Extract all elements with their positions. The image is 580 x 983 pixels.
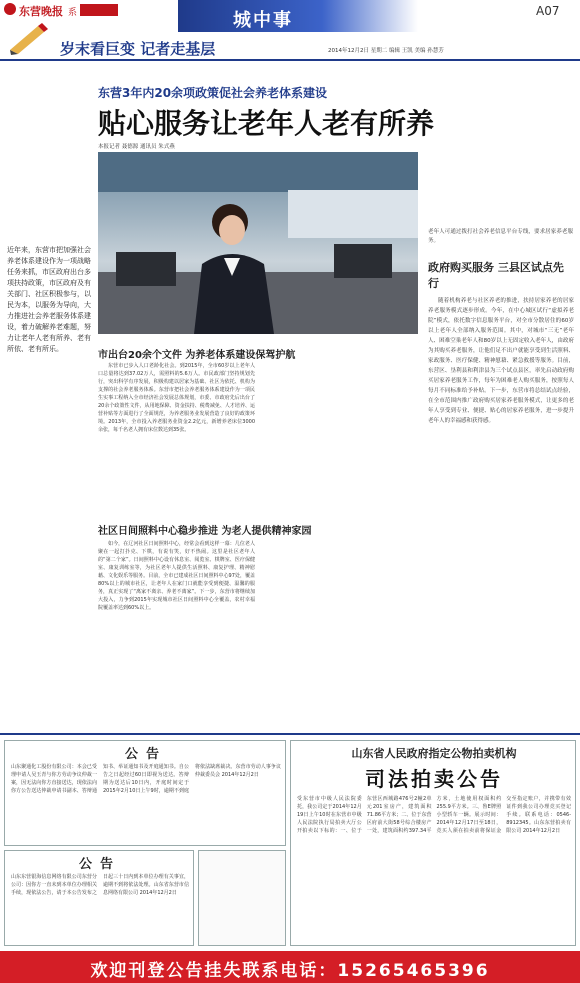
auction-box xyxy=(290,740,576,946)
brand-sub-box xyxy=(80,4,118,16)
footer-banner xyxy=(0,951,580,983)
notice1-body: 山东聚通化工股份有限公司：本会已受理申请人吴玉青与你方劳动争议仲裁一案，因无法向你方直接送达，现依法向你方公告送达仲裁申请书副本、答辩通知书、举证通知书及开庭通知书。自公告之日起经过60日即视为送达。答辩期为送达后10日内，开庭时间定于2015年2月10日上午9时，逾期不到庭将依法缺席裁决。东营市劳动人事争议仲裁委员会 2014年12月2日 xyxy=(11,764,281,794)
section2-title: 社区日间照料中心稳步推进 为老人提供精神家园 xyxy=(98,526,312,537)
notice2-body: 山东东营银海信息网络有限公司东营分公司：因你方一直未到本单位办理相关手续，现依法公告，请于本公告发布之日起三十日内到本单位办理有关事宜，逾期不到将依法处理。山东省东营市信息网络有限公司 2014年12月2日 xyxy=(11,874,189,896)
masthead xyxy=(0,0,580,62)
auction-title: 司法拍卖公告 xyxy=(365,767,503,791)
footer-banner-text: 欢迎刊登公告挂失联系电话：15265465396 xyxy=(90,961,490,981)
section2-paragraph: 如今，在辽河社区日间照料中心，经常会看到这样一幕：几位老人聚在一起打扑克、下棋，有说有笑，好不热闹。这里是社区老年人的“第二个家”。日间照料中心设有休息室、阅览室、棋牌室、医疗保健室、康复训练室等，为社区老年人提供生活照料、康复护理、精神慰藉、文化娱乐等服务。目前，全市已建成社区日间照料中心97处，覆盖80%以上的城市社区，让老年人在家门口就能享受到便捷、温馨的服务，真正实现了“离家不离亲、养老不离家”。下一步，东营市将继续加大投入，力争到2015年实现城市社区日间照料中心全覆盖，农村幸福院覆盖率达到60%以上。 xyxy=(98,541,255,611)
brand-series: 系 xyxy=(68,8,78,18)
section-tab xyxy=(178,0,418,32)
section1-body xyxy=(98,362,420,512)
pen-icon xyxy=(8,22,52,56)
section1-paragraph: 东营市已步入人口老龄化社会。到2015年，全市60岁以上老年人口总量将达到37.02万人，需照料的5.6万人。市民政部门坚持规划先行，突出科学有序发展，积极构建以居家为基础、社区为依托、机构为支撑的社会养老服务体系。东营市把社会养老服务体系建设作为一项民生实事工程纳入全市经济社会发展总体规划，市委、市政府先后出台了20余个政策性文件，从用地保障、资金扶持、税费减免、人才培养、运营补贴等方面进行了全面规范，为养老服务业发展营造了良好的政策环境。2013年，全市投入养老服务业资金2.2亿元，新增养老床位3000余张，每千名老人拥有床位数达到35张。 xyxy=(98,363,255,433)
article-photo xyxy=(98,152,418,334)
section-title: 城中事 xyxy=(233,10,293,31)
date-line: 2014年12月2日 星期二 编辑 王凯 美编 孙慧芳 xyxy=(328,48,444,54)
bottom-divider xyxy=(0,733,580,735)
article-headline: 贴心服务让老年人老有所养 xyxy=(98,107,435,140)
section2-body xyxy=(98,540,420,726)
article-byline: 本报记者 聂德源 通讯员 朱式燕 xyxy=(98,144,175,150)
page-number: A07 xyxy=(536,4,560,18)
brand-logo xyxy=(4,3,16,15)
notice1-title: 公告 xyxy=(124,747,167,762)
notice2-box xyxy=(4,850,194,946)
section3-body xyxy=(428,296,574,726)
auction-org: 山东省人民政府指定公物拍卖机构 xyxy=(351,747,517,760)
notice2-title: 公告 xyxy=(78,857,121,872)
section1-title: 市出台20余个文件 为养老体系建设保驾护航 xyxy=(98,350,296,361)
article-kicker: 东营3年内20余项政策促社会养老体系建设 xyxy=(98,86,328,100)
masthead-rule xyxy=(0,59,580,61)
auction-body: 受东营市中级人民法院委托，我公司定于2014年12月19日上午10时在东营市中级人民法院执行局拍卖大厅公开拍卖以下标的：一、位于东营区西城路476号2幢2单元201室房产，建筑面积71.86平方米；二、位于东营区府前大街58号综合楼房产一处，建筑面积约397.34平方米，土地使用权面积约255.9平方米。三、鲁E牌照小型轿车一辆。展示时间：2014年12月17日至18日，竞买人须在拍卖前将保证金交至指定账户，并携带有效证件到我公司办理竞买登记手续。联系电话：0546-8912345。山东东营拍卖有限公司 2014年12月2日 xyxy=(297,796,571,834)
section3-paragraph: 随着机构养老与社区养老的推进，扶持居家养老的居家养老服务模式逐步形成。今年，在中心城区试行“虚拟养老院”模式，依托数字信息服务平台，对全市分散居住的60岁以上老年人全部纳入服务范围。其中，对城市“三无”老年人、困难空巢老年人和80岁以上无固定收入老年人，由政府为其购买养老服务，让他们足不出户就能享受到生活照料、家政服务、医疗保健、精神慰藉、紧急救援等服务。目前，东营区、垦利县和利津县为三个试点县区，率先启动政府购买居家养老服务工作，每年为困难老人购买服务，按照每人每月不同标准给予补贴。下一步，东营市将总结试点经验，在全市范围内推广政府购买居家养老服务模式，让更多的老年人享受到专业、便捷、贴心的居家养老服务，进一步提升老年人的幸福感和获得感。 xyxy=(428,298,574,424)
notice1-box xyxy=(4,740,286,846)
ad-box xyxy=(198,850,286,946)
brand-name: 东营晚报 xyxy=(19,5,63,18)
intro-column: 近年来，东营市把加强社会养老体系建设作为一项战略任务来抓，市区政府出台多项扶持政策，市区政府及有关部门、社区积极参与，以民为本，以服务为导向，大力推进社会养老服务体系建设，着力破解养老难题，努力让老年人老有所养、老有所依、老有所乐。 xyxy=(7,246,91,353)
section3-title: 政府购买服务 三县区试点先行 xyxy=(428,261,564,290)
photo-caption: 老年人可通过拨打社会养老信息平台专线，要求居家养老服务。 xyxy=(428,229,573,244)
column-tag: 岁末看巨变 记者走基层 xyxy=(60,40,216,58)
